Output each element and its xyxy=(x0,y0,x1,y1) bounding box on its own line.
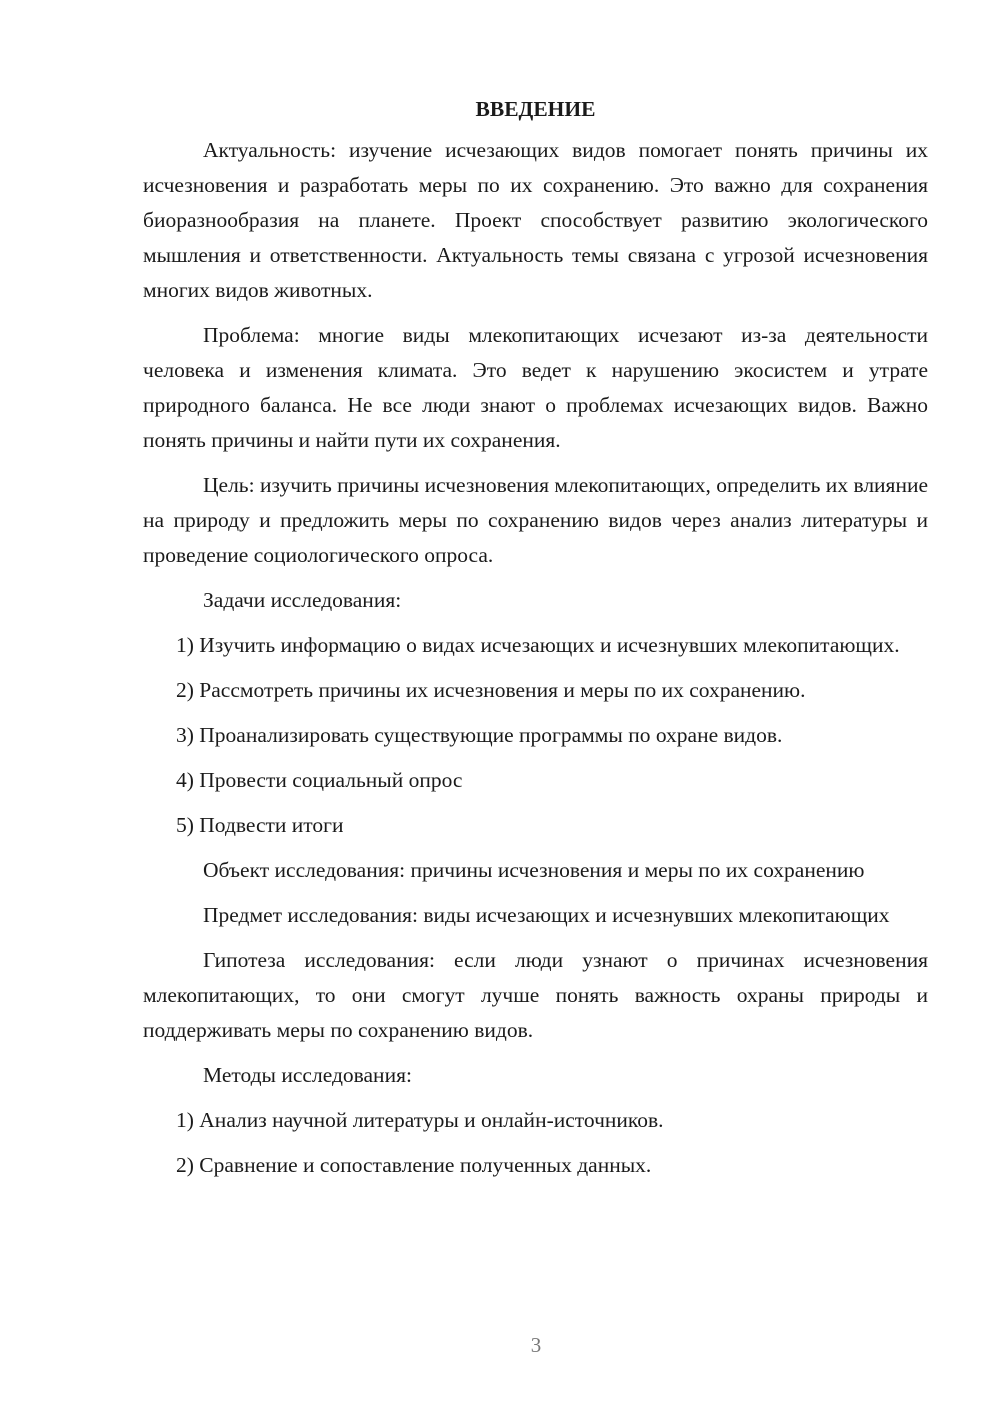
page-content xyxy=(143,92,928,1193)
problem-paragraph: Проблема: многие виды млекопитающих исчезают из-за деятельности человека и изменения климата. Это ведет к нарушению экосистем и утрате природного баланса. Не все люди знают о проблемах исчезающих видов. Важно понять причины и найти пути их сохранения. xyxy=(143,323,928,452)
relevance-paragraph: Актуальность: изучение исчезающих видов помогает понять причины их исчезновения и разработать меры по их сохранению. Это важно для сохранения биоразнообразия на планете. Проект способствует развитию экологического мышления и ответственности. Актуальность темы связана с угрозой исчезновения многих видов животных. xyxy=(143,138,928,302)
task-item-1: 1) Изучить информацию о видах исчезающих и исчезнувших млекопитающих. xyxy=(176,633,900,657)
subject-paragraph: Предмет исследования: виды исчезающих и исчезнувших млекопитающих xyxy=(203,903,890,927)
task-item-2: 2) Рассмотреть причины их исчезновения и меры по их сохранению. xyxy=(176,678,806,702)
task-item-4: 4) Провести социальный опрос xyxy=(176,768,463,792)
object-paragraph: Объект исследования: причины исчезновения и меры по их сохранению xyxy=(203,858,865,882)
page-title: ВВЕДЕНИЕ xyxy=(475,97,596,121)
method-item-2: 2) Сравнение и сопоставление полученных данных. xyxy=(176,1153,652,1177)
hypothesis-paragraph: Гипотеза исследования: если люди узнают о причинах исчезновения млекопитающих, то они смогут лучше понять важность охраны природы и поддерживать меры по сохранению видов. xyxy=(143,948,928,1042)
goal-paragraph: Цель: изучить причины исчезновения млекопитающих, определить их влияние на природу и предложить меры по сохранению видов через анализ литературы и проведение социологического опроса. xyxy=(143,473,928,567)
page-number: 3 xyxy=(530,1333,542,1357)
method-item-1: 1) Анализ научной литературы и онлайн-источников. xyxy=(176,1108,664,1132)
task-item-3: 3) Проанализировать существующие программы по охране видов. xyxy=(176,723,783,747)
methods-heading: Методы исследования: xyxy=(203,1063,412,1087)
task-item-5: 5) Подвести итоги xyxy=(176,813,344,837)
tasks-heading: Задачи исследования: xyxy=(203,588,402,612)
